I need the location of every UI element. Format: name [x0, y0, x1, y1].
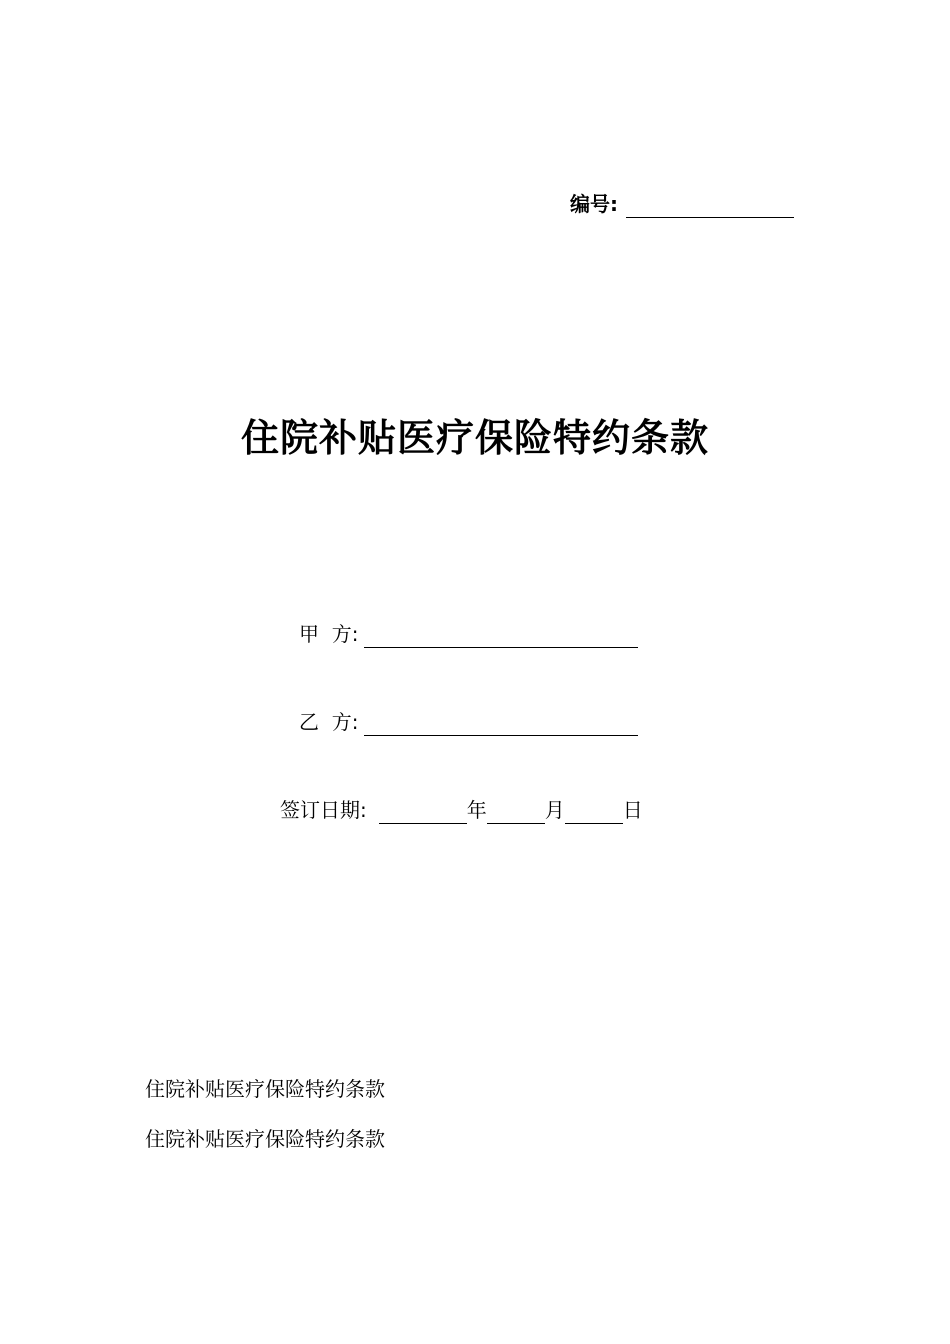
year-blank: [379, 801, 467, 824]
signing-date-label: 签订日期:: [280, 798, 367, 822]
signing-date-line: [280, 796, 643, 824]
party-a-line: [299, 620, 638, 648]
month-blank: [487, 801, 545, 824]
month-label: 月: [544, 798, 565, 822]
day-label: 日: [622, 798, 643, 822]
document-number-label: 编号:: [570, 192, 618, 216]
day-blank: [565, 801, 623, 824]
page-title: 住院补贴医疗保险特约条款: [240, 416, 709, 460]
footer-text-1: 住院补贴医疗保险特约条款: [145, 1077, 385, 1101]
party-b-blank: [364, 713, 638, 736]
party-a-label: 甲 方:: [299, 622, 359, 646]
party-b-label: 乙 方:: [299, 710, 359, 734]
year-label: 年: [466, 798, 487, 822]
document-number: [570, 190, 794, 218]
party-a-blank: [364, 625, 638, 648]
footer-text-2: 住院补贴医疗保险特约条款: [145, 1127, 385, 1151]
document-number-blank: [626, 195, 794, 218]
party-b-line: [299, 708, 638, 736]
